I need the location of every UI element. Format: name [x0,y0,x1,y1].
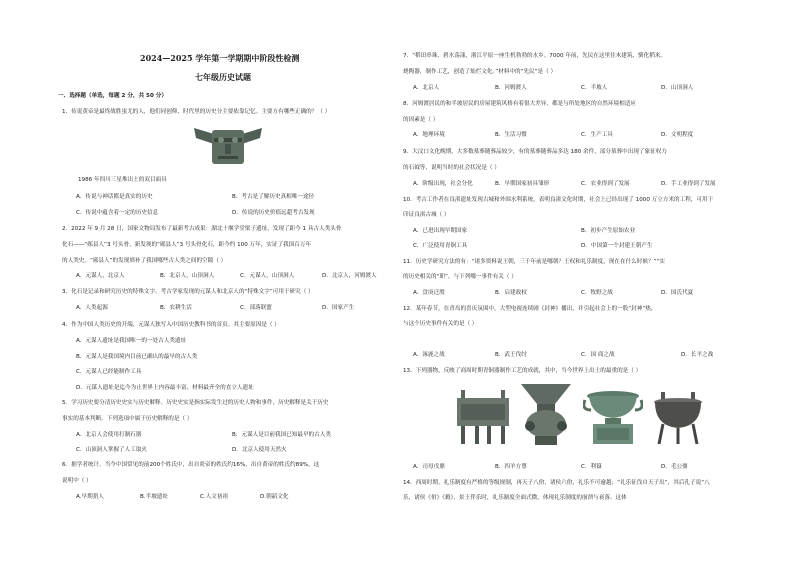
q9-option-b[interactable]: B．早期国家初具雏形 [495,181,550,187]
question-7-line2: 烧陶器，制作工艺，创造了灿烂文化。”材料中的“先民”是（ ） [403,69,557,75]
q8-option-c[interactable]: C．生产工具 [581,132,613,138]
q13-option-c[interactable]: C．利簋 [581,464,602,470]
question-4: 4．作为中国人类历史的开端，元谋人独写入中国历史教科书的首页。其主要原因是（ ） [62,322,280,328]
question-9-line2: 的石钺等，说明当时的社会状况是（ ） [403,165,500,171]
question-6-line1: 6．据学者统计，当今中国常见的前200个姓氏中，出自炎帝的姓氏约16%，出自黄帝的姓氏约89%。这 [62,462,320,468]
q13-option-d[interactable]: D．毛公鼎 [661,464,688,470]
q6-option-c[interactable]: C.人文初祖 [200,494,229,500]
q10-option-a[interactable]: A．已进出现早期国家 [413,228,468,234]
q7-option-a[interactable]: A．北京人 [413,85,440,91]
q5-option-a[interactable]: A．北京人会使用打制石器 [76,432,142,438]
question-9-line1: 9．大汶口文化晚期，大多数墓葬随葬品较少，有的墓葬随葬品多达 180 余件，部分墓葬中出现了象征权力 [403,149,667,155]
exam-title: 2024—2025 学年第一学期期中阶段性检测 [140,53,300,63]
q2-option-c[interactable]: C．元谋人，山顶洞人 [240,273,295,279]
q11-option-a[interactable]: A．盘庚迁殷 [413,290,445,296]
question-8-line2: 的因素是（ ） [403,117,439,123]
q8-option-d[interactable]: D．文明程度 [661,132,694,138]
sanxingdui-mask-image [192,124,264,168]
question-11-line1: 11．历史学研究方法的有：“诸多资料说王朝，三千年前是哪朝？王权和礼乐制度，现在在什么时候？”“实 [403,259,665,265]
question-2-line1: 2．2022 年 9 月 28 日，国家文物局发布了最新考古成果：湖北十堰学堂梁子遗址，发现了距今 1 具古人类头骨 [62,226,342,232]
q9-option-d[interactable]: D．手工业得到了发展 [661,181,716,187]
q1-option-a[interactable]: A．传说与神话都是真实的历史 [76,194,153,200]
q11-option-b[interactable]: B．启建政权 [495,290,527,296]
q5-option-d[interactable]: D．北京人使用天然火 [232,447,287,453]
q12-option-d[interactable]: D．长平之战 [681,352,714,358]
q3-option-a[interactable]: A．人类起源 [76,305,108,311]
q12-option-a[interactable]: A．涿鹿之战 [413,352,445,358]
q13-option-a[interactable]: A．司母戊鼎 [413,464,445,470]
exam-subtitle: 七年级历史试题 [195,72,251,82]
section-heading: 一、选择题（单选，每题 2 分，共 50 分） [58,93,167,99]
q1-option-c[interactable]: C．传说中蕴含着一定的历史信息 [76,210,159,216]
q10-option-c[interactable]: C．广泛使用青铜工具 [413,243,468,249]
q13-option-b[interactable]: B．四羊方尊 [495,464,527,470]
q7-option-c[interactable]: C．半坡人 [581,85,608,91]
question-11-line2: 的历史相关的“职”，与下列哪一事件有关（ ） [403,274,517,280]
q2-option-a[interactable]: A．元谋人，北京人 [76,273,125,279]
question-13: 13．下列器物，反映了商周时期青铜器制作工艺的成就，其中，当今世界上出土的最重的是（ ） [403,368,642,374]
maogong-ding-image [651,390,705,446]
q5-option-b[interactable]: B．元谋人是目前我国已知最早的古人类 [232,432,331,438]
question-14-line2: 乐，诸侯《佾》《穀》，景王伴乐时，礼乐制度全面式微，体现礼乐制度的崩溃与衰落。这体 [403,495,627,501]
question-12-line2: 与这个历史事件有关的是（ ） [403,321,478,327]
question-2-line3: 的人类史。“郧县人”的发现填补了我国哪些古人类之间的空隙（ ） [62,258,227,264]
left-column [60,0,395,562]
question-8-line1: 8．河姆渡居民的和半坡居民的房屋建筑风格有着很大差异，都是与所处地区的自然环境相适应 [403,101,636,107]
q3-option-c[interactable]: C．部落联盟 [240,305,272,311]
question-2-line2: 化石——“郧县人”3 号头骨。新发现的“郧县人”3 号头骨化石，距今约 100 万年，实证了我国百万年 [62,242,312,248]
right-column [403,0,743,562]
question-5-line2: 事实的基本判断，下列选项中属于历史解释的是（ ） [62,416,193,422]
q10-option-d[interactable]: D．中国第一个封建王朝产生 [581,243,653,249]
question-3: 3．化石是记录和研究历史的特殊文字。考古学家发现的元谋人和北京人的“特殊文字”可用于研究（ ） [62,289,314,295]
q7-option-b[interactable]: B．河姆渡人 [495,85,527,91]
question-10-line2: 印证良渚古城（ ） [403,212,450,218]
q11-option-c[interactable]: C．牧野之战 [581,290,613,296]
question-6-line2: 说明中（ ） [62,478,92,484]
q7-option-d[interactable]: D．山顶洞人 [661,85,694,91]
q2-option-d[interactable]: D．北京人，河姆渡人 [322,273,377,279]
q4-option-d[interactable]: D．元谋人遗址是迄今为止世界上内容最丰富、材料最齐全的直立人遗址 [76,385,254,391]
q8-option-b[interactable]: B．生活习惯 [495,132,527,138]
question-14-line1: 14．西周时期，礼乐制度有严格的等级规制，再天子八佾，诸侯六佾，礼乐不可逾越；“礼乐征伐自天子出”，其后孔子说“八 [403,480,710,486]
siyang-fangzun-image [515,382,577,446]
simuwu-ding-image [453,386,513,446]
question-10-line1: 10．考古工作者在良渚遗址发现古城和外围水利系统，表明良渚文化时期，社会上已经出现了 1000 万立方米的工程，可用于 [403,197,714,203]
ligui-image [583,388,643,446]
q12-option-c[interactable]: C．国 商之战 [581,352,615,358]
q6-option-b[interactable]: B.半坡遗址 [140,494,168,500]
question-1-caption: 1986 年四川三星堆出土的双目面具 [78,177,167,183]
q4-option-a[interactable]: A．元谋人遗址是我国唯一的一处古人类遗址 [76,338,187,344]
q3-option-d[interactable]: D．国家产生 [322,305,355,311]
q3-option-b[interactable]: B．农耕生活 [160,305,192,311]
question-1: 1．传说黄帝是最终战胜蚩尤的人，他们同创仰、时代里的历史分主要依靠记忆。主要方有哪些正确的？（ ） [62,109,331,115]
question-12-line1: 12．某年春节，在青岛的喜庆氛围中，大型电视连续剧《封神》播出，并引起社会上的一股“封神”热， [403,306,657,312]
question-7-line1: 7．“稻田串珠，碧水荡漾，浙江平原一座生机勃勃的水乡。7000 年前，先民在这里住木建筑、驯化稻米。 [403,53,667,59]
q4-option-b[interactable]: B．元谋人是我国境内目前已确认的最早的古人类 [76,354,198,360]
q10-option-b[interactable]: B．初步产生原始农业 [581,228,636,234]
q9-option-a[interactable]: A．阶级出现，社会分化 [413,181,473,187]
q9-option-c[interactable]: C．农业得到了发展 [581,181,630,187]
q8-option-a[interactable]: A．地理环境 [413,132,445,138]
q11-option-d[interactable]: D．国氏代夏 [661,290,694,296]
q1-option-d[interactable]: D．传说的历史价值远超考古发现 [232,210,315,216]
q6-option-a[interactable]: A.早期猎人 [76,494,104,500]
q12-option-b[interactable]: B．武王伐纣 [495,352,527,358]
q1-option-b[interactable]: B．考古是了解历史真相唯一途径 [232,194,315,200]
q2-option-b[interactable]: B．北京人，山顶洞人 [160,273,215,279]
q5-option-c[interactable]: C．山顶洞人掌握了人工取火 [76,447,148,453]
q6-option-d[interactable]: D.朝韶文化 [260,494,289,500]
q4-option-c[interactable]: C．元谋人已经能制作工具 [76,369,142,375]
question-5-line1: 5．学习历史要分清历史史实与历史解释。历史史实是指实际发生过的历史人物和事件，历史解释是关于历史 [62,400,329,406]
